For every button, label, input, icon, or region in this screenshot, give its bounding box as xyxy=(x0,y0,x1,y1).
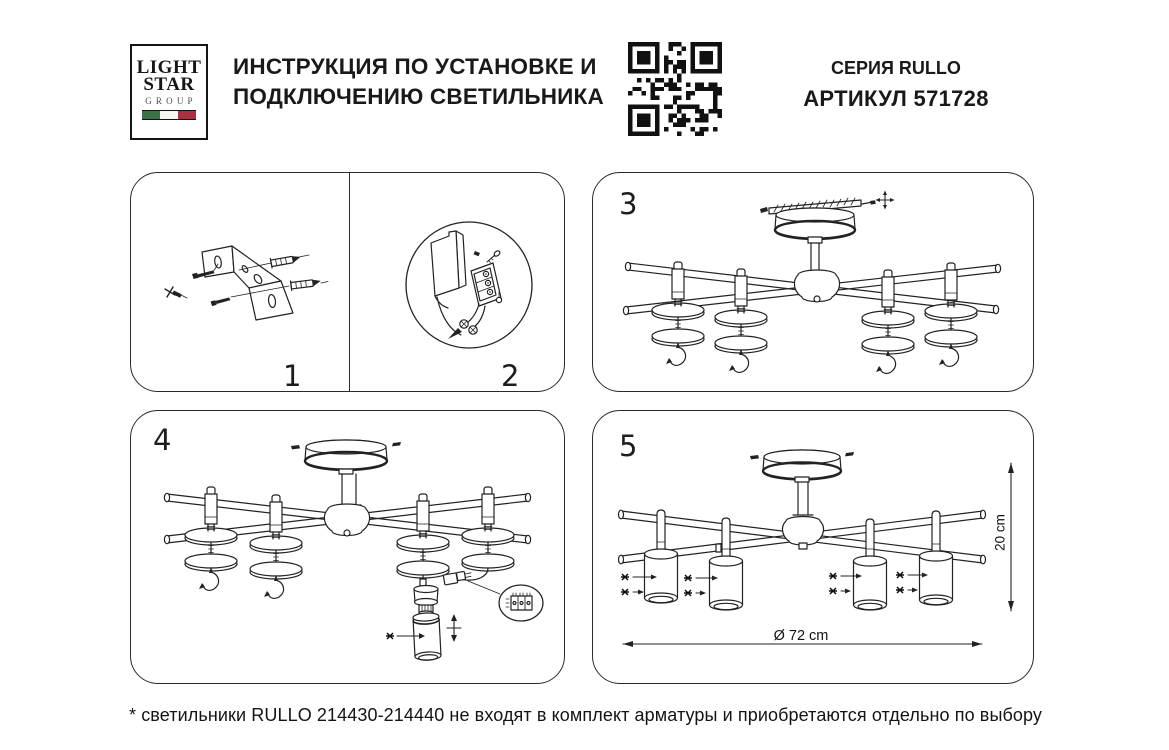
lightstar-logo xyxy=(130,44,208,140)
logo-light: LIGHT xyxy=(136,57,202,78)
panel-step-3 xyxy=(592,172,1034,392)
step-3-number: 3 xyxy=(619,187,638,221)
panel-step-4 xyxy=(130,410,565,684)
italy-flag-icon xyxy=(142,110,196,120)
series-label: СЕРИЯ RULLO xyxy=(831,58,961,78)
logo-group: GROUP xyxy=(145,96,197,106)
step-4-number: 4 xyxy=(153,423,172,457)
logo-star: STAR xyxy=(143,74,195,95)
ceiling-mount-diagram xyxy=(593,173,1030,388)
title-line-2: ПОДКЛЮЧЕНИЮ СВЕТИЛЬНИКА xyxy=(233,84,604,109)
step-1-number: 1 xyxy=(283,359,302,393)
dim-width-label: Ø 72 cm xyxy=(773,628,829,644)
product-info xyxy=(798,58,994,112)
footnote: * светильники RULLO 214430-214440 не входят в комплект арматуры и приобретаются отдельно по выбору xyxy=(129,705,1043,725)
bracket-diagram xyxy=(131,173,349,391)
wiring-assembly-diagram xyxy=(131,411,561,680)
wiring-diagram xyxy=(349,173,564,391)
panel-step-1-2 xyxy=(130,172,565,392)
qr-code-icon xyxy=(628,42,722,136)
title-line-1: ИНСТРУКЦИЯ ПО УСТАНОВКЕ И xyxy=(233,54,597,79)
article-label: АРТИКУЛ 571728 xyxy=(803,86,989,111)
step-2-number: 2 xyxy=(501,359,520,393)
dim-height-label: 20 cm xyxy=(992,514,1008,551)
step-5-number: 5 xyxy=(619,429,638,463)
page-title xyxy=(233,52,604,112)
